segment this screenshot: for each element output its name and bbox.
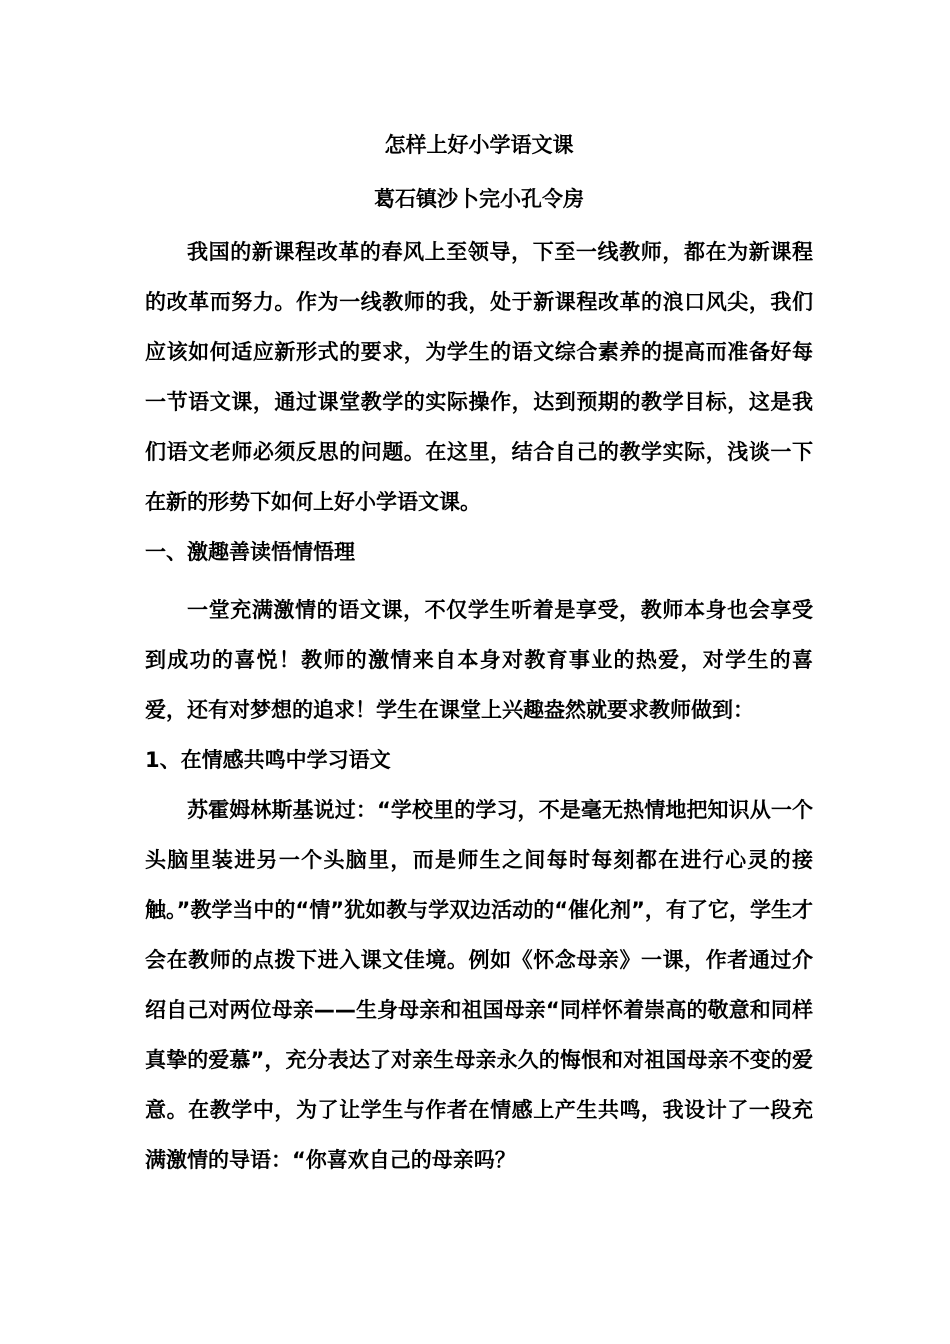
subsection-heading-1: 1、在情感共鸣中学习语文	[145, 748, 391, 772]
section-1-paragraph: 一堂充满激情的语文课，不仅学生听着是享受，教师本身也会享受到成功的喜悦！教师的激情来自本身对教育事业的热爱，对学生的喜爱，还有对梦想的追求！学生在课堂上兴趣盎然就要求教师做到：	[145, 598, 813, 722]
document-body	[145, 125, 813, 1185]
intro-paragraph: 我国的新课程改革的春风上至领导，下至一线教师，都在为新课程的改革而努力。作为一线教师的我，处于新课程改革的浪口风尖，我们应该如何适应新形式的要求，为学生的语文综合素养的提高而准备好每一节语文课，通过课堂教学的实际操作，达到预期的教学目标，这是我们语文老师必须反思的问题。在这里，结合自己的教学实际，浅谈一下在新的形势下如何上好小学语文课。	[145, 240, 813, 514]
document-title: 怎样上好小学语文课	[384, 133, 574, 157]
document-author: 葛石镇沙卜完小孔令房	[374, 187, 584, 211]
section-heading-1: 一、激趣善读悟情悟理	[145, 540, 355, 564]
subsection-1-paragraph: 苏霍姆林斯基说过：“学校里的学习，不是毫无热情地把知识从一个头脑里装进另一个头脑里，而是师生之间每时每刻都在进行心灵的接触。”教学当中的“情”犹如教与学双边活动的“催化剂”，有了它，学生才会在教师的点拨下进入课文佳境。例如《怀念母亲》一课，作者通过介绍自己对两位母亲——生身母亲和祖国母亲“同样怀着崇高的敬意和同样真挚的爱慕”，充分表达了对亲生母亲永久的悔恨和对祖国母亲不变的爱意。在教学中，为了让学生与作者在情感上产生共鸣，我设计了一段充满激情的导语：“你喜欢自己的母亲吗？	[145, 798, 813, 1172]
